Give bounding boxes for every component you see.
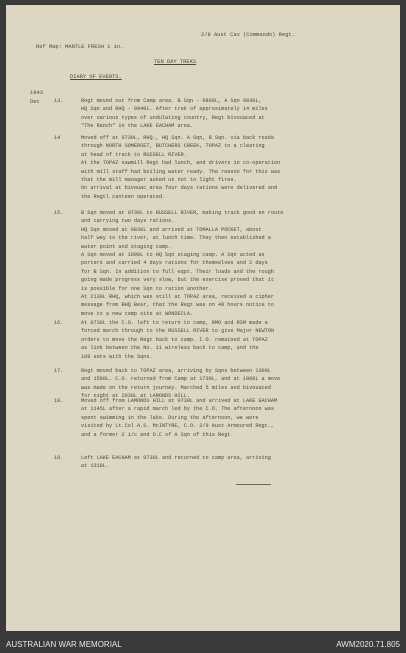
entry-line: On arrival at bivouac area four days rations were delivered and xyxy=(81,185,278,192)
entry-day: 18. xyxy=(54,398,64,404)
entry-line: B Sqn moved at 0730L to RUSSELL RIVER, making track good en route xyxy=(81,210,284,216)
document-page xyxy=(6,5,400,631)
end-rule xyxy=(236,484,271,485)
entry-line: Regt moved back to TOPAZ area, arriving by Sqns between 1300L xyxy=(81,368,271,374)
year-label: 1943 xyxy=(30,90,43,96)
entry-line: Regt moved out from Camp area. B Sqn - 0800L, A Sqn 0830L, xyxy=(81,98,262,104)
institution-label: AUSTRALIAN WAR MEMORIAL xyxy=(6,640,122,649)
entry-line: At 0730L the C.O. left to return to camp, RMO and RSM made a xyxy=(81,320,268,326)
entry-day: 13. xyxy=(54,98,64,104)
entry-line: was made on the return journey. Marched 5 miles and bivouaced xyxy=(81,384,271,391)
entry-line: through NORTH SOMERSET, BUTCHERS CREEK, TOPAZ to a clearing xyxy=(81,143,265,150)
entry-day: 15. xyxy=(54,210,64,216)
entry-line: going made progress very slow, but the exercise proved that it xyxy=(81,277,275,284)
document-title: TEN DAY TREKS xyxy=(154,59,197,65)
entry-line: Moved off at 0730L, RHQ., HQ Sqn. A Sqn, B Sqn. via back roads xyxy=(81,135,275,141)
entry-day: 14 xyxy=(54,135,61,141)
entry-line: is possible for one Sqn to ration another. xyxy=(81,285,212,292)
entry-line: HQ Sqn and RHQ - 0940L. After trek of approximately 14 miles xyxy=(81,106,268,113)
entry-line: at 1310L. xyxy=(81,463,110,470)
entry-line: at head of track to RUSSELL RIVER. xyxy=(81,151,187,158)
entry-line: move to a new camp site at WONDECLA. xyxy=(81,310,194,317)
entry-day: 17. xyxy=(54,368,64,374)
entry-line: message from BHQ Bear, that the Regt was on 48 hours notice to xyxy=(81,302,275,309)
entry-line: for night at 2030L at LAMONDS HILL. xyxy=(81,393,190,400)
entry-line: and carrying two days rations. xyxy=(81,218,175,225)
entry-line: Moved off from LAMONDS HILL at 0730L and arrived at LAKE EACHAM xyxy=(81,398,278,404)
entry-day: 19. xyxy=(54,455,64,461)
entry-line: At 2130L RHQ, which was still at TOPAZ area, received a cipher xyxy=(81,294,275,300)
reference-number: AWM2020.71.805 xyxy=(336,640,400,649)
entry-line: porters and carried 4 days rations for themselves and 2 days xyxy=(81,260,268,267)
entry-line: orders to move the Regt back to camp. I.O. remained at TOPAZ xyxy=(81,336,268,343)
entry-line: "The Ranch" in the LAKE EACHAM area. xyxy=(81,123,194,130)
entry-line: A Sqn moved at 1000L to HQ Sqn staging camp. A Sqn acted as xyxy=(81,252,265,258)
entry-line: Left LAKE EACHAM at 0730L and returned to camp area, arriving xyxy=(81,455,271,461)
entry-line: and 1500L. C.O. returned from Camp at 1730L, and at 1800L a move xyxy=(81,376,281,383)
entry-line: water point and staging camp. xyxy=(81,243,172,250)
entry-line: visited by Lt.Col A.S. McINTYRE, C.O. 2/9 Aust Armoured Regt., xyxy=(81,423,275,430)
entry-line: at 1145L after a rapid march led by the C.O. The afternoon was xyxy=(81,406,275,413)
entry-line: the Regtl canteen operated. xyxy=(81,193,166,200)
entry-line: for B Sqn. In addition to full eqpt. Their loads and the rough xyxy=(81,268,275,275)
unit-heading: 2/8 Aust Cav (Commando) Regt. xyxy=(201,32,295,38)
entry-line: and a former 2 i/c and O.C of A Sqn of this Regt. xyxy=(81,431,234,438)
ref-map: Ref Map: MANTLE FRESH 1 in. xyxy=(36,44,124,50)
entry-line: that the mill manager asked us not to light fires. xyxy=(81,177,237,183)
entry-line: forced march through to the RUSSELL RIVER to give Major NEWTON xyxy=(81,328,275,335)
entry-line: half way to the river, at lunch time. They then established a xyxy=(81,235,271,242)
entry-line: over various types of undulating country, Regt bivouaced at xyxy=(81,114,265,121)
document-subtitle: DIARY OF EVENTS. xyxy=(70,74,122,80)
entry-line: spent swimming in the lake. During the afternoon, we were xyxy=(81,414,259,421)
entry-line: At the TOPAZ sawmill Regt had lunch, and drivers in co-operation xyxy=(81,160,281,167)
entry-line: HQ Sqn moved at 0830L and arrived at TOMALLA POCKET, about xyxy=(81,226,262,233)
month-label: Dec xyxy=(30,99,40,105)
entry-line: as link between the No. 11 wireless back to camp, and the xyxy=(81,345,259,352)
entry-line: with mill staff had boiling water ready. The reason for this was xyxy=(81,168,281,175)
entry-day: 16. xyxy=(54,320,64,326)
footer xyxy=(0,635,406,653)
entry-line: 108 sets with the Sqns. xyxy=(81,353,153,360)
